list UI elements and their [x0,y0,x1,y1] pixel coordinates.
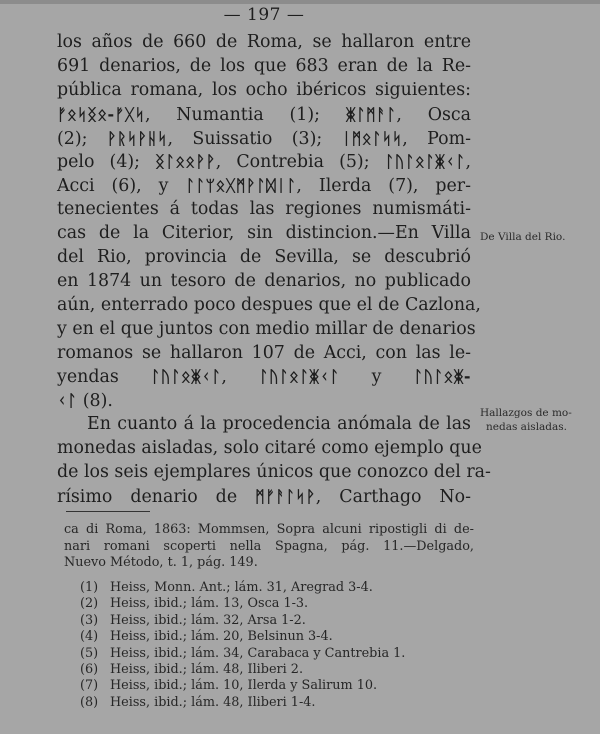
footnote-item [80,629,480,645]
text-segment: (8). [77,391,113,412]
footnote-text: Heiss, ibid.; lám. 20, Belsinun 3-4. [110,629,333,645]
footnote-number: (1) [80,580,99,595]
footnote-item [80,695,480,711]
footnote-number: (6) [80,661,99,677]
text-line: pública romana, los ocho ibéricos siguientes: [57,79,471,100]
margin-note-villa-del-rio [480,230,596,244]
text-segment: , Ilerda (7), per- [296,176,471,197]
text-line: En cuanto á la procedencia anómala de las [87,414,471,435]
text-segment: , Contrebia (5); [215,152,385,173]
text-line [57,127,471,151]
footnote-text: Heiss, ibid.; lám. 13, Osca 1-3. [110,596,309,612]
text-segment: , Carthago No- [315,486,471,507]
footnote-item [80,613,480,629]
margin-note-line: nedas aisladas. [486,421,568,433]
margin-note-text: De Villa del Rio. [480,231,566,243]
footnote-item [80,678,480,694]
text-line: monedas aisladas, solo citaré como ejemplo que [57,438,482,459]
footnote-separator-rule [66,511,150,512]
footnote-number: (2) [80,596,99,612]
text-segment: Acci (6), y [57,176,186,197]
footnote-line: nari romani scoperti nella Spagna, pág. 11.—Delgado, [64,538,474,554]
text-segment: y [339,367,414,388]
footnote-item [80,646,480,662]
text-line [57,365,471,389]
text-line [57,174,471,198]
text-line [57,103,471,127]
footnote-number: (8) [80,694,99,710]
text-line: en 1874 un tesoro de denarios, no publicado [57,270,471,291]
text-segment: , Numantia (1); [144,104,346,125]
text-line: de los seis ejemplares únicos que conozco del ra- [57,462,491,483]
text-segment: , Pom- [402,128,471,149]
iberian-legend: ᛤᛚᛗᚨᛚ [345,104,397,124]
text-line: aún, enterrado poco despues que el de Cazlona, [57,294,481,315]
margin-note-hallazgos [480,406,596,434]
footnote-text: Heiss, ibid.; lám. 48, Iliberi 1-4. [110,694,316,710]
footnote-line: Nuevo Método, t. 1, pág. 149. [64,555,258,571]
footnote-text: Heiss, ibid.; lám. 34, Carabaca y Cantrebia 1. [110,645,406,661]
text-line [57,485,471,509]
iberian-legend: ᛚᚢᛚᛟᛤ- [413,367,471,387]
text-segment: , Suissatio (3); [167,128,342,149]
footnote-text: Heiss, Monn. Ant.; lám. 31, Aregrad 3-4. [110,580,373,595]
text-segment: pelo (4); [57,152,156,173]
footnote-item [80,580,480,596]
footnote-list [80,580,480,711]
page-top-edge [0,0,600,4]
text-line: romanos se hallaron 107 de Acci, con las le- [57,342,471,363]
footnote-text: Heiss, ibid.; lám. 32, Arsa 1-2. [110,612,306,628]
text-line: 691 denarios, de los que 683 eran de la Re- [57,55,471,76]
footnote-continuation [64,522,474,572]
page-number: — 197 — [223,5,305,25]
text-segment: (2); [57,128,107,149]
footnote-item [80,662,480,678]
text-segment: yendas [57,367,151,388]
text-line: del Rio, provincia de Sevilla, se descubrió [57,247,471,268]
iberian-legend: ᛗᚠᚨᛚᛋᚹ [255,486,316,506]
iberian-legend: ᚠᛟᛋᛝᛟ-ᚠᚷᛋ [57,104,145,124]
text-line: y en el que juntos con medio millar de denarios [57,318,476,339]
iberian-legend: ᛚᛚᛘᛟᚷᛗᚹᛚᛞᛁᛚ [185,176,297,196]
iberian-legend: ᚲᛚ [57,391,78,411]
footnote-number: (4) [80,629,99,645]
text-segment: , Osca [396,104,471,125]
iberian-legend: ᛚᚢᛚᛟᛤᚲᛚ [150,367,222,387]
iberian-legend: ᛝᛚᛟᛟᚹᚹ [155,152,216,172]
iberian-legend: ᚹᚱᛋᚹᚺᛋ [106,128,168,148]
text-line: los años de 660 de Roma, se hallaron entre [57,32,471,52]
footnote-text: Heiss, ibid.; lám. 10, Ilerda y Salirum 10. [110,678,378,694]
footnote-number: (7) [80,678,99,694]
iberian-legend: ᛁᛗᛟᛚᛋᛋ [341,128,403,148]
text-line [57,389,471,413]
footnote-number: (5) [80,645,99,661]
iberian-legend: ᛚᚢᛚᛟᛚᛤᚲᛚ [384,152,466,172]
main-text-column [57,31,491,509]
iberian-legend: ᛚᚢᛚᛟᛚᛤᚲᛚ [258,367,340,387]
text-line: cas de la Citerior, sin distincion.—En Villa [57,223,471,244]
margin-note-line: Hallazgos de mo- [480,407,572,419]
footnote-line: ca di Roma, 1863: Mommsen, Sopra alcuni ripostigli di de- [64,522,474,537]
footnote-text: Heiss, ibid.; lám. 48, Iliberi 2. [110,661,304,677]
footnote-item [80,596,480,612]
text-line: tenecientes á todas las regiones numismáti- [57,199,471,220]
text-segment: rísimo denario de [57,486,256,507]
footnote-number: (3) [80,612,99,628]
text-segment: , [221,367,259,388]
text-segment: , [465,152,471,173]
text-line [57,150,471,174]
